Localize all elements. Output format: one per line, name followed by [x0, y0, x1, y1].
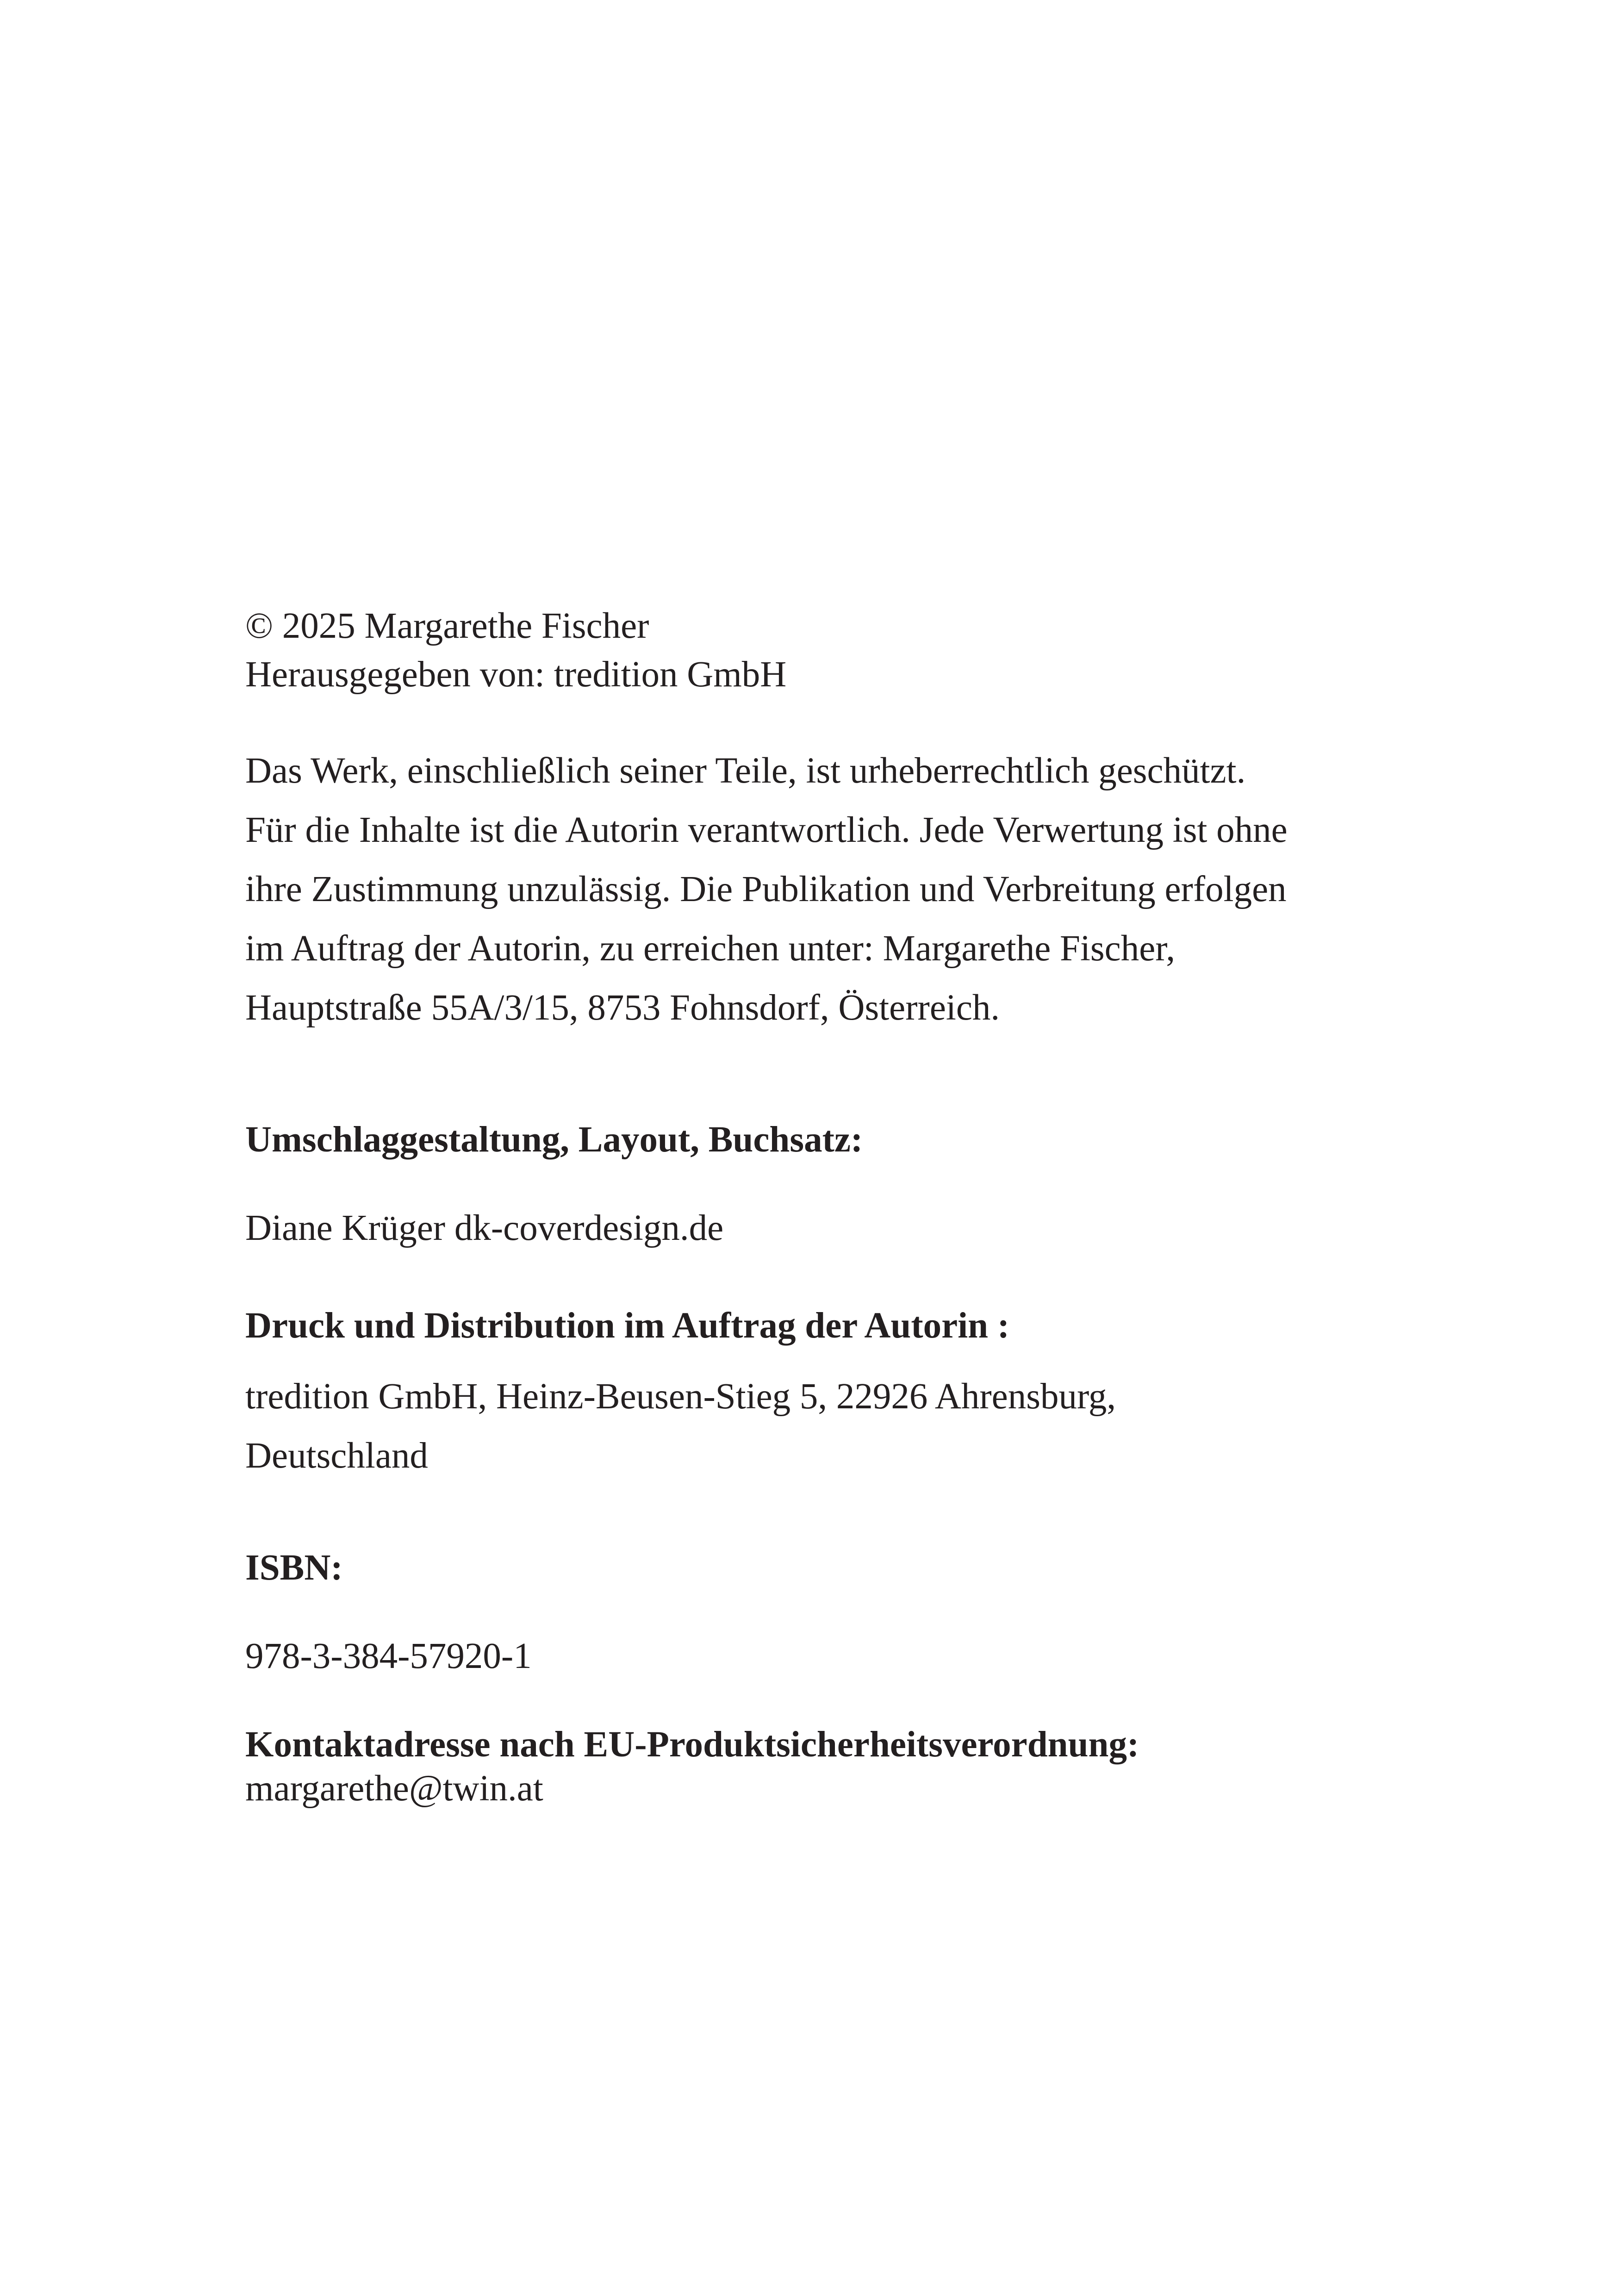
- isbn-value: 978-3-384-57920-1: [245, 1636, 532, 1676]
- contact-email: margarethe@twin.at: [245, 1768, 543, 1809]
- rights-line: Für die Inhalte ist die Autorin verantwortlich. Jede Verwertung ist ohne: [245, 810, 1288, 850]
- rights-line: Hauptstraße 55A/3/15, 8753 Fohnsdorf, Österreich.: [245, 988, 1000, 1028]
- distribution-heading: Druck und Distribution im Auftrag der Autorin :: [245, 1306, 1010, 1346]
- publisher-line: Herausgegeben von: tredition GmbH: [245, 654, 787, 695]
- rights-line: im Auftrag der Autorin, zu erreichen unter: Margarethe Fischer,: [245, 928, 1176, 969]
- distribution-address-line: Deutschland: [245, 1436, 428, 1476]
- rights-line: ihre Zustimmung unzulässig. Die Publikation und Verbreitung erfolgen: [245, 869, 1287, 909]
- design-heading: Umschlaggestaltung, Layout, Buchsatz:: [245, 1120, 863, 1160]
- copyright-line: © 2025 Margarethe Fischer: [245, 606, 649, 646]
- rights-line: Das Werk, einschließlich seiner Teile, ist urheberrechtlich geschützt.: [245, 751, 1246, 791]
- distribution-address-line: tredition GmbH, Heinz-Beusen-Stieg 5, 22926 Ahrensburg,: [245, 1376, 1116, 1417]
- isbn-heading: ISBN:: [245, 1548, 343, 1588]
- design-credit: Diane Krüger dk-coverdesign.de: [245, 1208, 724, 1248]
- contact-heading: Kontaktadresse nach EU-Produktsicherheitsverordnung:: [245, 1724, 1139, 1765]
